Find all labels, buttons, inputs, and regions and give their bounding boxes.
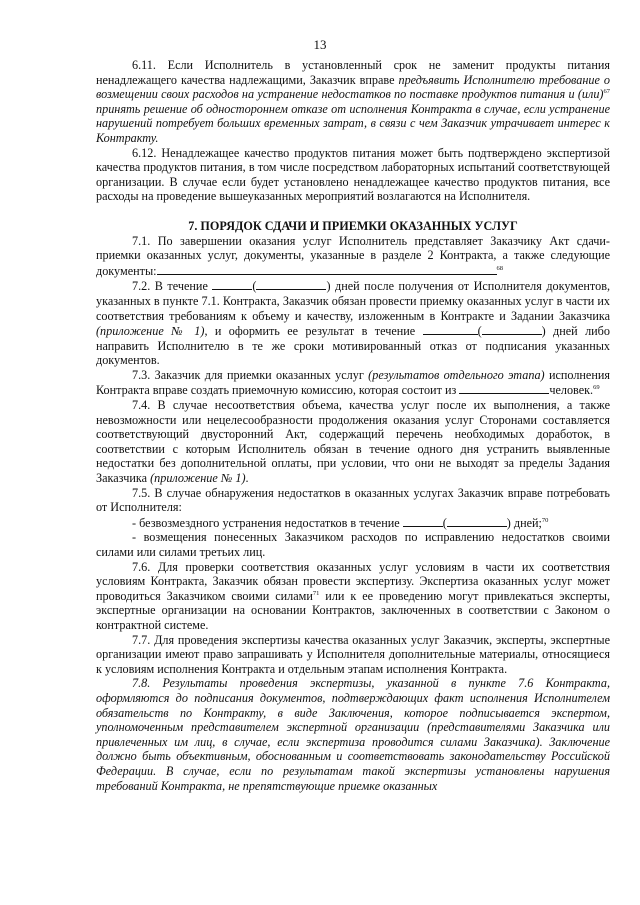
- footnote-ref-70: 70: [541, 516, 549, 524]
- clause-7-5: 7.5. В случае обнаружения недостатков в оказанных услугах Заказчик вправе потребовать от Исполнителя:: [96, 485, 610, 515]
- clause-7-1: 7.1. По завершении оказания услуг Исполнитель представляет Заказчику Акт сдачи-приемки оказанных услуг, документы, указанные в разделе 2 Контракта, а также следующие документы: $^{68}$: [96, 233, 610, 278]
- document-body: [96, 58, 610, 793]
- footnote-ref-71: 71: [312, 589, 320, 597]
- clause-7-5-item-1: - безвозмездного устранения недостатков в течение ( ) дней;$^{70}$: [132, 515, 549, 530]
- page-number: 13: [313, 37, 327, 52]
- clause-7-4: 7.4. В случае несоответствия объема, качества услуг после их выполнения, а также невозможности или нецелесообразности продолжения оказания услуг Сторонами составляется соответствующий двусторонний Акт, содержащий перечень необходимых доработок, в соответствии с которым Исполнитель обязан в течение одного дня устранить выявленные недостатки без дополнительной оплаты, при условии, что они не выходят за пределы Задания Заказчика (приложение № 1).: [96, 398, 610, 486]
- clause-7-7: 7.7. Для проведения экспертизы качества оказанных услуг Заказчик, эксперты, экспертные организации имеют право запрашивать у Исполнителя дополнительные материалы, относящиеся к условиям исполнения Контракта и отдельным этапам исполнения Контракта.: [96, 632, 610, 676]
- footnote-ref-69: 69: [593, 384, 600, 392]
- fill-blank: [459, 382, 549, 394]
- fill-blank: [447, 515, 507, 527]
- fill-blank: [403, 515, 443, 527]
- clause-7-3: 7.3. Заказчик для приемки оказанных услуг (результатов отдельного этапа) исполнения Контракта вправе создать приемочную комиссию, которая состоит из человек.$^{69}$: [96, 367, 610, 398]
- clause-7-6: 7.6. Для проверки соответствия оказанных услуг условиям в части их соответствия условиям Контракта, Заказчик обязан провести экспертизу. Экспертиза оказанных услуг может проводиться Заказчиком своими силами$^{71}$ или к ее проведению могут привлекаться эксперты, экспертные организации на основании Контрактов, заключенных в соответствии с Законом о контрактной системе.: [96, 559, 610, 632]
- section-title: 7. ПОРЯДОК СДАЧИ И ПРИЕМКИ ОКАЗАННЫХ УСЛУГ: [188, 218, 518, 233]
- fill-blank: [482, 323, 542, 335]
- footnote-ref-68: 68: [496, 264, 504, 272]
- fill-blank: [212, 278, 252, 290]
- fill-blank: [423, 323, 478, 335]
- clause-6-12: 6.12. Ненадлежащее качество продуктов питания может быть подтверждено экспертизой качества продуктов питания, в том числе посредством лабораторных испытаний соответствующей организации. В случае если будет установлено ненадлежащее качество продуктов питания, все расходы на проведение вышеуказанных мероприятий возлагаются на Исполнителя.: [96, 145, 610, 204]
- clause-7-5-item-2: - возмещения понесенных Заказчиком расходов по исправлению недостатков своими силами или силами третьих лиц.: [96, 530, 610, 559]
- clause-7-8: 7.8. Результаты проведения экспертизы, указанной в пункте 7.6 Контракта, оформляются до подписания документов, подтверждающих факт исполнения Исполнителем обязательств по Контракту, в виде Заключения, которое подписывается экспертом, уполномоченным представителем экспертной организации (представителями Заказчика или привлеченных им лиц, в случае, если экспертиза проводится силами Заказчика). Заключение должно быть объективным, обоснованным и соответствовать законодательству Российской Федерации. В случае, если по результатам такой экспертизы установлены нарушения требований Контракта, не препятствующие приемке оказанных: [96, 676, 610, 793]
- fill-blank: [157, 263, 497, 275]
- clause-6-11: 6.11. Если Исполнитель в установленный срок не заменит продукты питания ненадлежащего качества надлежащими, Заказчик вправе предъявить Исполнителю требование о возмещении своих расходов на устранение недостатков по поставке продуктов питания и (или)$^{67}$ принять решение об одностороннем отказе от исполнения Контракта в случае, если устранение нарушений потребует больших временных затрат, в связи с чем Заказчик утрачивает интерес к Контракту.: [96, 58, 610, 145]
- clause-7-2: 7.2. В течение ( ) дней после получения от Исполнителя документов, указанных в пункте 7.1. Контракта, Заказчик обязан провести приемку оказанных услуг в части их соответствия требованиям к объему и качеству, изложенным в Контракте и Задании Заказчика (приложение № 1), и оформить ее результат в течение ( ) дней либо направить Исполнителю в те же сроки мотивированный отказ от подписания указанных документов.: [96, 279, 610, 368]
- footnote-ref-67: 67: [603, 88, 610, 96]
- fill-blank: [256, 278, 326, 290]
